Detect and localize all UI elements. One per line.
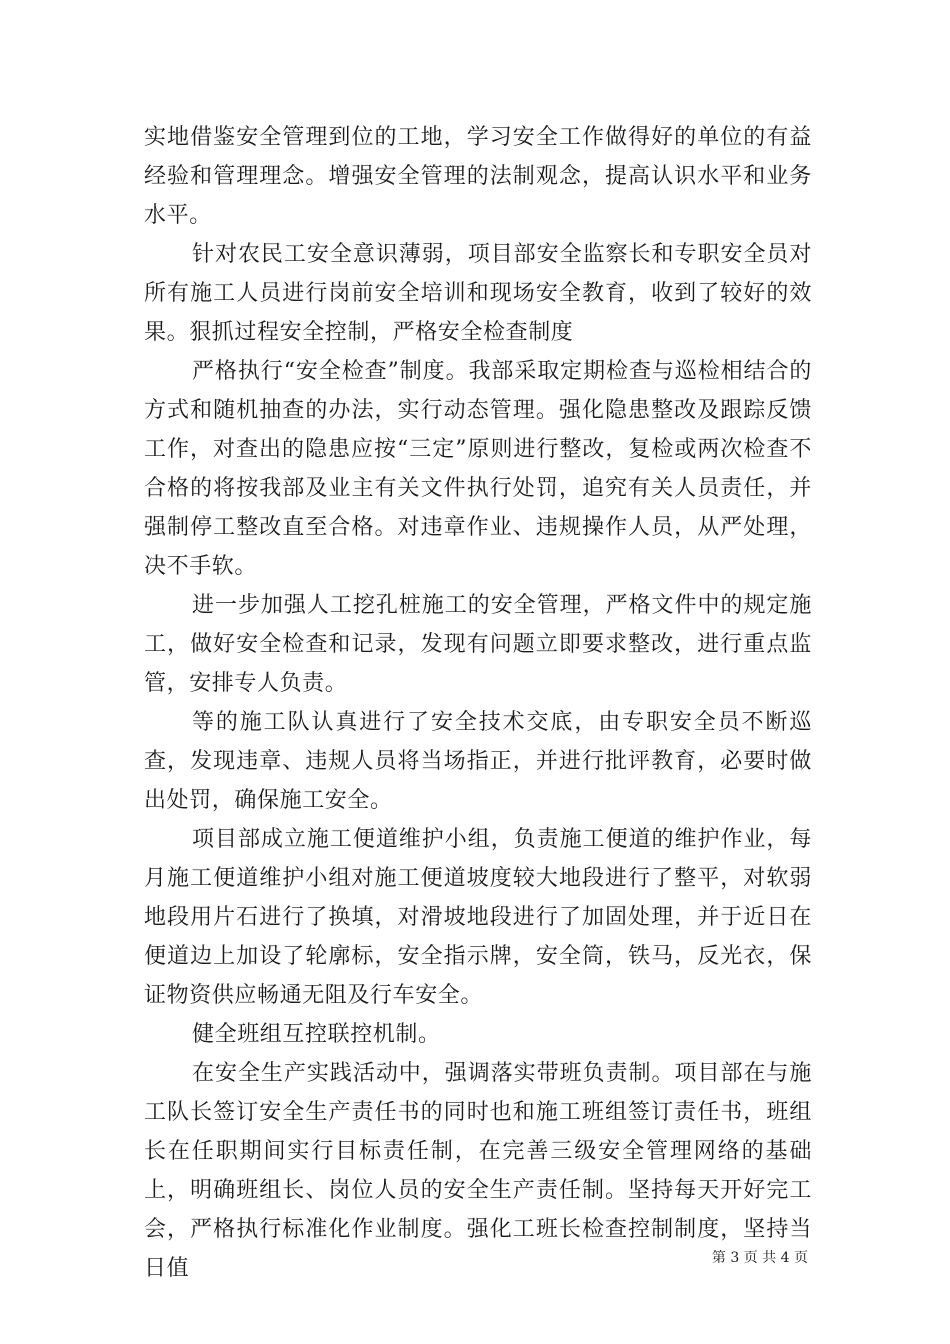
document-body <box>144 118 812 1288</box>
page-number: 第 3 页 共 4 页 <box>711 1250 808 1266</box>
paragraph-5: 等的施工队认真进行了安全技术交底，由专职安全员不断巡查，发现违章、违规人员将当场指正，并进行批评教育，必要时做出处罚，确保施工安全。 <box>144 710 812 813</box>
paragraph-6: 项目部成立施工便道维护小组，负责施工便道的维护作业，每月施工便道维护小组对施工便道坡度较大地段进行了整平，对软弱地段用片石进行了换填，对滑坡地段进行了加固处理，并于近日在便道边上加设了轮廓标，安全指示牌，安全筒，铁马，反光衣，保证物资供应畅通无阻及行车安全。 <box>144 827 812 1008</box>
paragraph-7: 健全班组互控联控机制。 <box>192 1022 441 1047</box>
paragraph-4: 进一步加强人工挖孔桩施工的安全管理，严格文件中的规定施工，做好安全检查和记录，发现有问题立即要求整改，进行重点监管，安排专人负责。 <box>144 593 812 696</box>
paragraph-8: 在安全生产实践活动中，强调落实带班负责制。项目部在与施工队长签订安全生产责任书的同时也和施工班组签订责任书，班组长在任职期间实行目标责任制，在完善三级安全管理网络的基础上，明确班组长、岗位人员的安全生产责任制。坚持每天开好完工会，严格执行标准化作业制度。强化工班长检查控制制度，坚持当日值 <box>144 1061 812 1281</box>
paragraph-1: 实地借鉴安全管理到位的工地，学习安全工作做得好的单位的有益经验和管理理念。增强安全管理的法制观念，提高认识水平和业务水平。 <box>144 125 812 228</box>
paragraph-3: 严格执行“安全检查”制度。我部采取定期检查与巡检相结合的方式和随机抽查的办法，实行动态管理。强化隐患整改及跟踪反馈工作，对查出的隐患应按“三定”原则进行整改，复检或两次检查不合格的将按我部及业主有关文件执行处罚，追究有关人员责任，并强制停工整改直至合格。对违章作业、违规操作人员，从严处理，决不手软。 <box>144 359 812 579</box>
paragraph-2: 针对农民工安全意识薄弱，项目部安全监察长和专职安全员对所有施工人员进行岗前安全培训和现场安全教育，收到了较好的效果。狠抓过程安全控制，严格安全检查制度 <box>144 242 812 345</box>
